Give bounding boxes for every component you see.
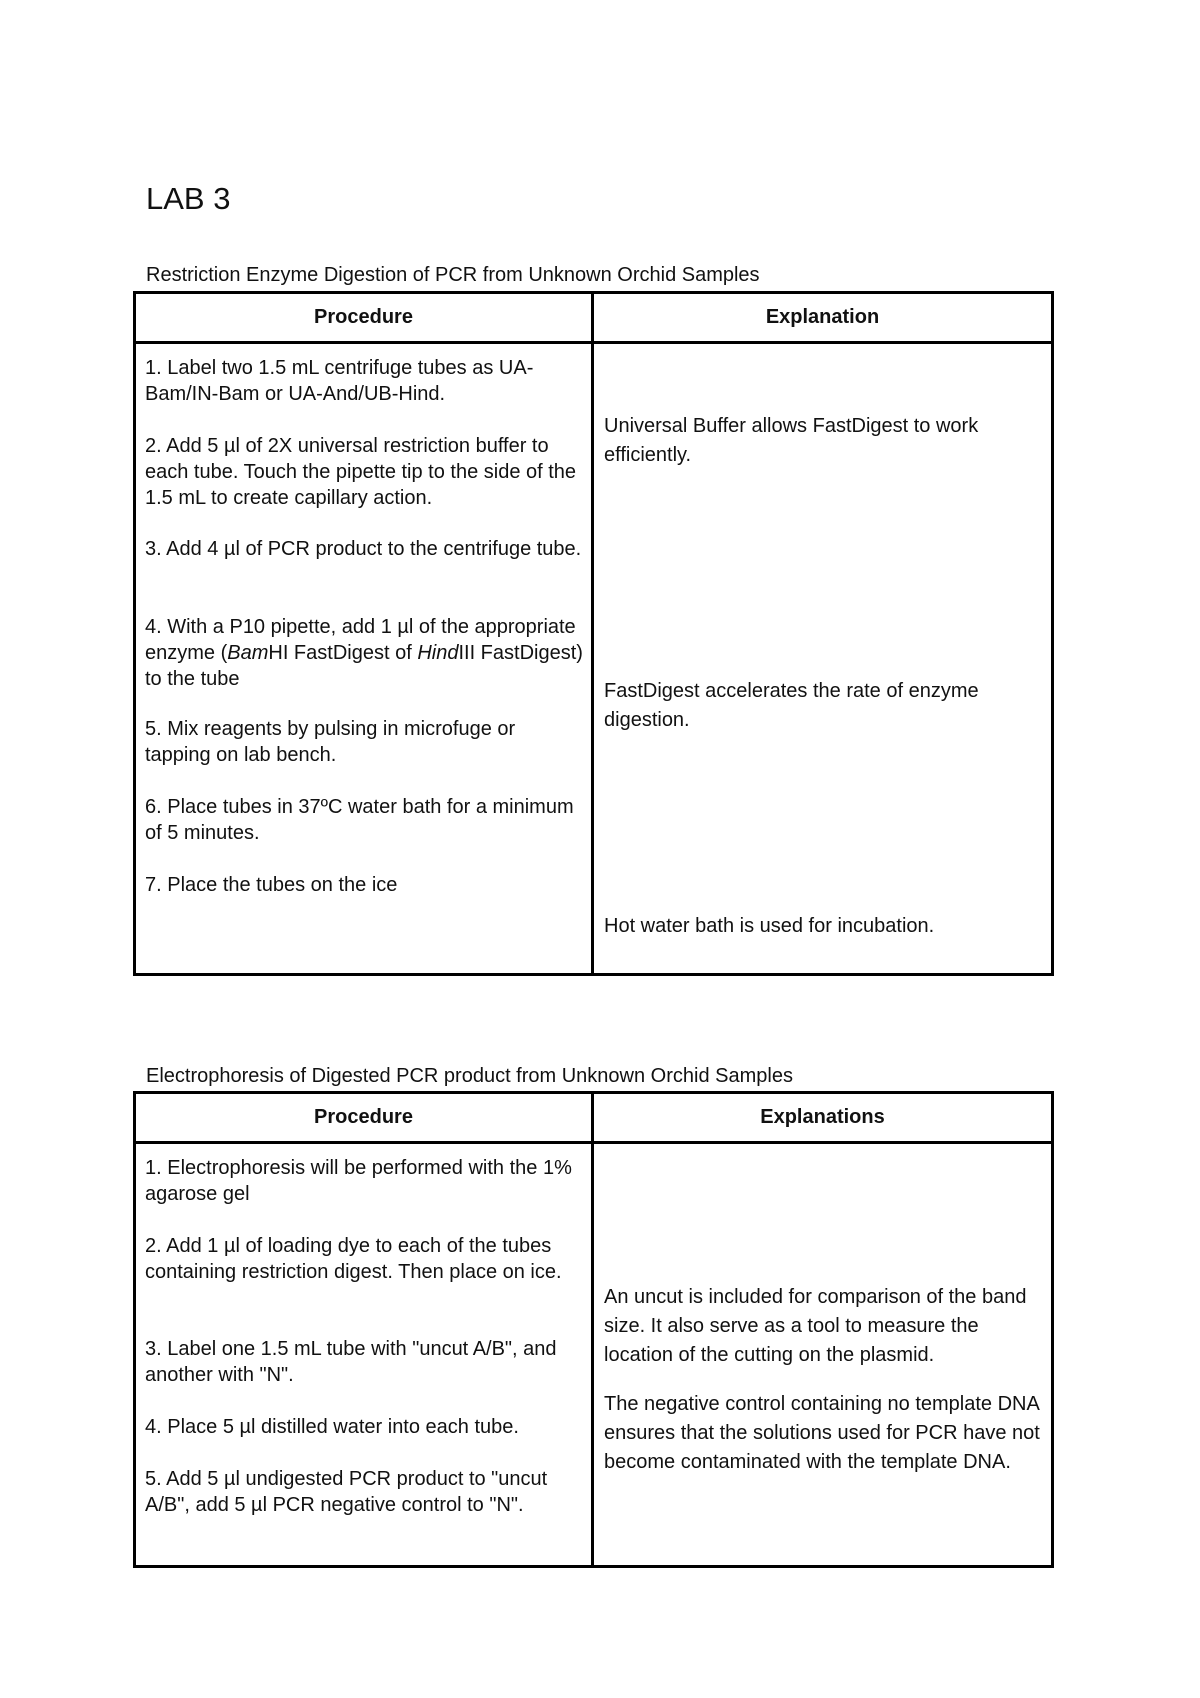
step4-text-a: 4. With a P10 pipette, add 1 µl of the appropriate enzyme (	[145, 616, 576, 664]
procedure-step: 4. Place 5 µl distilled water into each tube.	[145, 1416, 519, 1438]
procedure-step: 1. Label two 1.5 mL centrifuge tubes as UA-Bam/IN-Bam or UA-And/UB-Hind.	[145, 357, 534, 405]
explanation-text: Universal Buffer allows FastDigest to work efficiently.	[604, 415, 979, 466]
table-body-row	[136, 1144, 1051, 1565]
procedure-header: Procedure	[136, 294, 594, 341]
section1-caption: Restriction Enzyme Digestion of PCR from Unknown Orchid Samples	[146, 264, 760, 286]
explanation-cell	[594, 1144, 1051, 1565]
electrophoresis-table	[133, 1091, 1054, 1568]
table-body-row	[136, 344, 1051, 973]
procedure-step-4	[145, 614, 585, 692]
table-header-row	[136, 294, 1051, 344]
section2-caption: Electrophoresis of Digested PCR product from Unknown Orchid Samples	[146, 1065, 793, 1087]
procedure-step: 7. Place the tubes on the ice	[145, 874, 398, 896]
procedure-header: Procedure	[136, 1094, 594, 1141]
procedure-step: 1. Electrophoresis will be performed with the 1% agarose gel	[145, 1157, 572, 1205]
restriction-digestion-table	[133, 291, 1054, 976]
step4-text-e: III FastDigest) to the tube	[145, 642, 583, 690]
explanation-text: Hot water bath is used for incubation.	[604, 915, 935, 937]
procedure-step: 3. Label one 1.5 mL tube with "uncut A/B", and another with "N".	[145, 1338, 557, 1386]
explanation-text: An uncut is included for comparison of the band size. It also serve as a tool to measure the location of the cutting on the plasmid.	[604, 1286, 1027, 1366]
procedure-step: 2. Add 5 µl of 2X universal restriction buffer to each tube. Touch the pipette tip to the side of the 1.5 mL to create capillary action.	[145, 435, 577, 509]
procedure-step: 6. Place tubes in 37ºC water bath for a minimum of 5 minutes.	[145, 796, 574, 844]
explanation-text: The negative control containing no template DNA ensures that the solutions used for PCR have not become contaminated with the template DNA.	[604, 1393, 1040, 1473]
procedure-cell	[136, 1144, 594, 1565]
procedure-step: 5. Mix reagents by pulsing in microfuge or tapping on lab bench.	[145, 718, 516, 766]
table-header-row	[136, 1094, 1051, 1144]
procedure-step: 2. Add 1 µl of loading dye to each of the tubes containing restriction digest. Then place on ice.	[145, 1235, 562, 1283]
step4-italic-bam: Bam	[227, 642, 269, 664]
explanation-cell	[594, 344, 1051, 973]
explanation-text: FastDigest accelerates the rate of enzyme digestion.	[604, 680, 979, 731]
step4-text-c: HI FastDigest of	[268, 642, 418, 664]
page-title: LAB 3	[146, 181, 231, 216]
procedure-cell	[136, 344, 594, 973]
procedure-step: 5. Add 5 µl undigested PCR product to "uncut A/B", add 5 µl PCR negative control to "N".	[145, 1468, 548, 1516]
step4-italic-hind: Hind	[417, 642, 459, 664]
explanation-header: Explanation	[765, 306, 880, 328]
procedure-step: 3. Add 4 µl of PCR product to the centrifuge tube.	[145, 538, 582, 560]
explanation-header: Explanations	[760, 1106, 885, 1128]
